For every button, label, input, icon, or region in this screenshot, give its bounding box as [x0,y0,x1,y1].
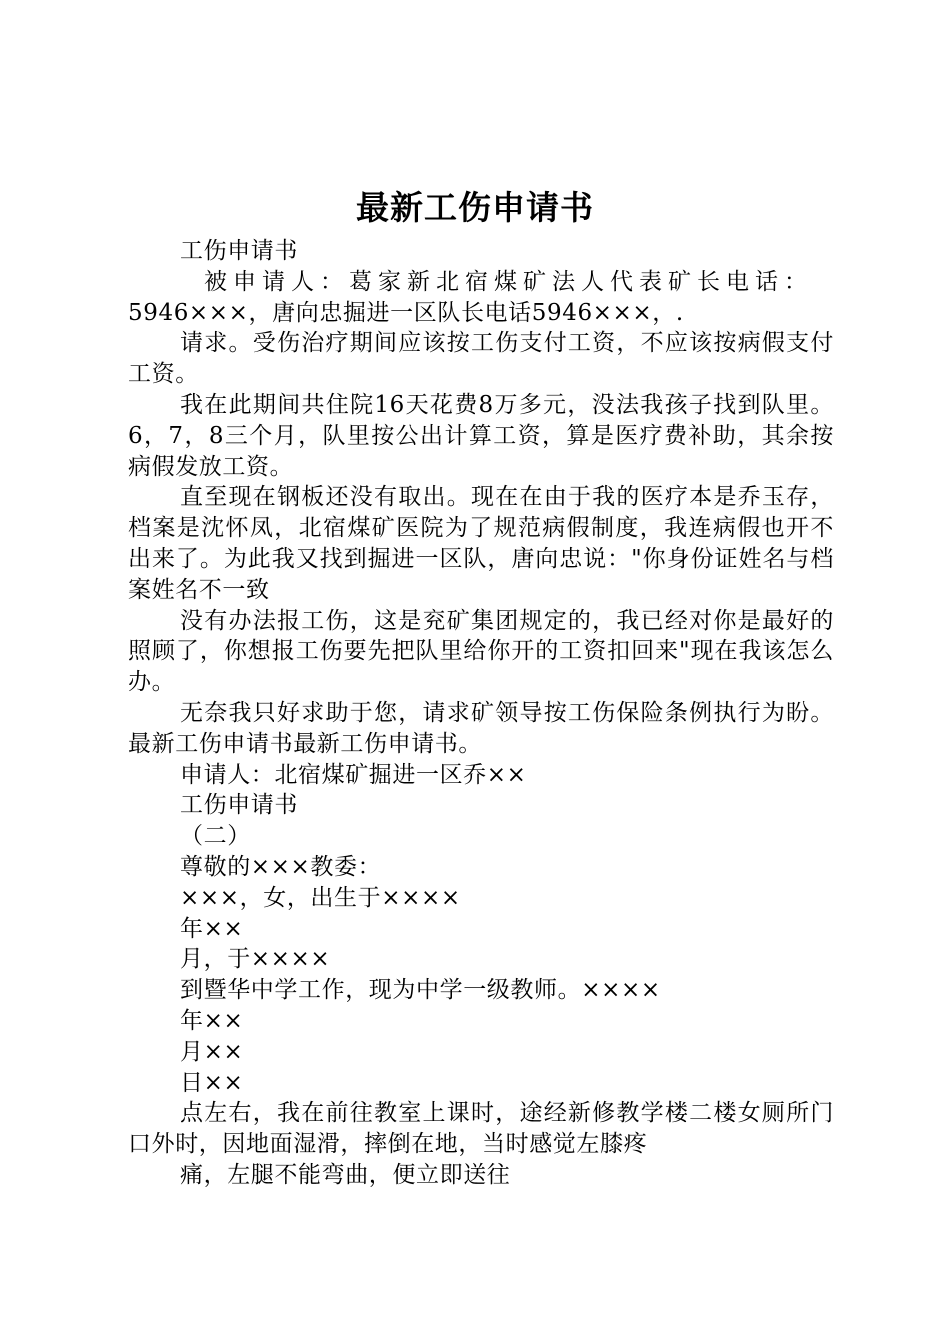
paragraph: 尊敬的×××教委： [180,853,382,880]
paragraph: 日×× [180,1069,244,1096]
paragraph: 我在此期间共住院16天花费8万多元，没法我孩子找到队里。6，7，8三个月，队里按公出计算工资，算是医疗费补助，其余按病假发放工资。 [128,391,834,480]
paragraph: 到暨华中学工作，现为中学一级教师。×××× [180,977,661,1004]
paragraph: 无奈我只好求助于您，请求矿领导按工伤保险条例执行为盼。最新工伤申请书最新工伤申请书。 [128,699,834,757]
paragraph: 工伤申请书 [180,792,298,819]
paragraph: ×××，女，出生于×××× [180,884,461,911]
paragraph: 月×× [180,1038,244,1065]
paragraph: （二） [180,823,251,850]
paragraph: 被申请人：葛家新北宿煤矿法人代表矿长电话： [204,268,813,295]
paragraph: 工伤申请书 [180,238,298,264]
document-body [128,236,834,1191]
paragraph: 年×× [180,915,244,942]
paragraph: 直至现在钢板还没有取出。现在在由于我的医疗本是乔玉存，档案是沈怀凤，北宿煤矿医院为了规范病假制度，我连病假也开不出来了。为此我又找到掘进一区队，唐向忠说："你身份证姓名与档案姓名不一致 [128,484,834,603]
paragraph: 没有办法报工伤，这是兖矿集团规定的，我已经对你是最好的照顾了，你想报工伤要先把队里给你开的工资扣回来"现在我该怎么办。 [128,607,834,696]
paragraph: 5946×××，唐向忠掘进一区队长电话5946×××，. [128,299,684,326]
paragraph: 年×× [180,1007,244,1034]
paragraph: 申请人：北宿煤矿掘进一区乔×× [180,761,527,788]
paragraph: 点左右，我在前往教室上课时，途经新修教学楼二楼女厕所门口外时，因地面湿滑，摔倒在地，当时感觉左膝疼 [128,1100,834,1158]
paragraph: 痛，左腿不能弯曲，便立即送往 [180,1161,511,1188]
document-title: 最新工伤申请书 [356,188,594,227]
paragraph: 请求。受伤治疗期间应该按工伤支付工资，不应该按病假支付工资。 [128,330,834,388]
paragraph: 月，于×××× [180,946,331,973]
